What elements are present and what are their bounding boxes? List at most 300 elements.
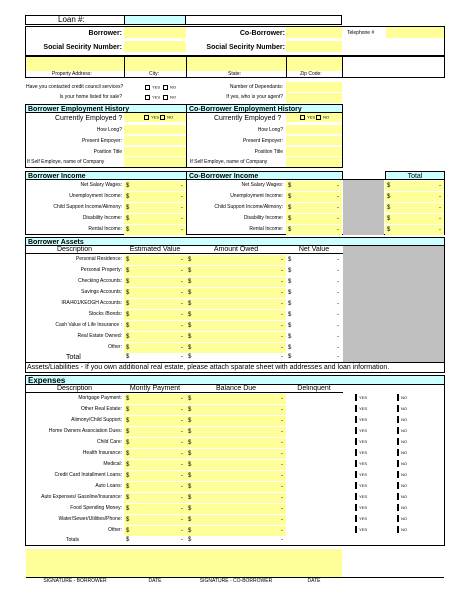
no-label: NO <box>401 428 407 434</box>
checkbox-icon <box>355 394 357 401</box>
checkbox-icon <box>397 482 399 489</box>
dependants-field[interactable] <box>286 82 342 92</box>
c-income-field[interactable] <box>286 181 342 191</box>
checkbox-icon <box>397 416 399 423</box>
expense-balance-field[interactable] <box>186 427 286 437</box>
asset-label: Personal Residence: <box>75 256 122 262</box>
dash-value: - <box>181 345 183 351</box>
dash-value: - <box>281 279 283 285</box>
asset-label: Savings Accounts: <box>81 289 122 295</box>
dash-value: - <box>281 506 283 512</box>
dash-value: - <box>281 396 283 402</box>
b-income-label: Rental Income: <box>88 226 122 232</box>
dollar-sign: $ <box>126 506 130 512</box>
dollar-sign: $ <box>188 345 192 351</box>
delinquent-yes[interactable] <box>355 451 367 455</box>
dash-value: - <box>337 268 339 274</box>
c-self-employed-field[interactable] <box>286 157 342 167</box>
dash-value: - <box>439 227 441 233</box>
income-total-field[interactable] <box>385 181 444 191</box>
expense-label: Mortgage Payment: <box>78 395 122 401</box>
dollar-sign: $ <box>188 517 192 523</box>
expense-label: Health Insurance: <box>82 450 122 456</box>
no-label: NO <box>401 439 407 445</box>
checkbox-icon <box>145 85 150 90</box>
expense-payment-field[interactable] <box>124 416 186 426</box>
co-ssn-field[interactable] <box>286 41 342 52</box>
expense-label: Other: <box>108 527 122 533</box>
dollar-sign: $ <box>288 205 292 211</box>
dash-value: - <box>181 183 183 189</box>
dollar-sign: $ <box>126 418 130 424</box>
dollar-sign: $ <box>188 418 192 424</box>
asset-label: Stocks /Bonds: <box>88 311 122 317</box>
expense-payment-field[interactable] <box>124 493 186 503</box>
c-income-field[interactable] <box>286 225 342 235</box>
asset-owed-field[interactable] <box>186 266 286 276</box>
asset-estimated-field[interactable] <box>124 299 186 309</box>
credit-council-no[interactable]: NO <box>163 85 176 90</box>
yes-label: YES <box>359 505 368 511</box>
dollar-sign: $ <box>188 323 192 329</box>
c-income-label: Disability Income: <box>243 215 283 221</box>
dash-value: - <box>181 495 183 501</box>
asset-label: Cash Value of Life Insurance : <box>55 322 122 328</box>
dollar-sign: $ <box>387 216 391 222</box>
dollar-sign: $ <box>288 279 292 285</box>
delinquent-yes[interactable] <box>355 407 367 411</box>
expenses-header: Expenses <box>25 375 445 385</box>
checkbox-icon <box>144 115 149 120</box>
no-label: NO <box>401 450 407 456</box>
checkbox-icon <box>300 115 305 120</box>
income-total-field[interactable] <box>385 203 444 213</box>
dollar-sign: $ <box>288 345 292 351</box>
dollar-sign: $ <box>126 323 130 329</box>
c-currently-employed-field[interactable]: YES NO <box>286 113 342 122</box>
dollar-sign: $ <box>188 334 192 340</box>
delinquent-yes[interactable] <box>355 484 367 488</box>
no-label: NO <box>401 516 407 522</box>
checkbox-icon <box>355 416 357 423</box>
b-how-long-label: How Long? <box>96 127 122 133</box>
checkbox-icon <box>160 115 165 120</box>
expense-balance-field[interactable] <box>186 493 286 503</box>
dollar-sign: $ <box>126 312 130 318</box>
expenses-col-balance: Balance Due <box>215 385 257 392</box>
dollar-sign: $ <box>126 440 130 446</box>
expense-label: Child Care: <box>96 439 122 445</box>
dash-value: - <box>181 290 183 296</box>
dollar-sign: $ <box>288 227 292 233</box>
b-income-field[interactable] <box>124 203 186 213</box>
asset-net-field <box>286 310 342 320</box>
dash-value: - <box>281 462 283 468</box>
checkbox-icon <box>145 95 150 100</box>
dollar-sign: $ <box>288 257 292 263</box>
dollar-sign: $ <box>188 290 192 296</box>
asset-estimated-field[interactable] <box>124 288 186 298</box>
home-listed-no[interactable]: NO <box>163 95 176 100</box>
checkbox-icon <box>355 504 357 511</box>
ssn-field[interactable] <box>124 41 186 52</box>
dash-value: - <box>281 429 283 435</box>
dollar-sign: $ <box>126 396 130 402</box>
expense-payment-field[interactable] <box>124 427 186 437</box>
dollar-sign: $ <box>188 473 192 479</box>
loan-number-field[interactable] <box>124 15 186 25</box>
asset-net-field <box>286 266 342 276</box>
b-income-field[interactable] <box>124 225 186 235</box>
dollar-sign: $ <box>126 429 130 435</box>
b-self-employed-field[interactable] <box>124 157 186 167</box>
expense-payment-field[interactable] <box>124 394 186 404</box>
delinquent-no[interactable] <box>397 440 407 444</box>
expense-label: Auto Loans: <box>95 483 122 489</box>
signature-date2-label: DATE <box>307 578 321 584</box>
asset-owed-field[interactable] <box>186 277 286 287</box>
checkbox-icon <box>397 427 399 434</box>
yes-label: YES <box>359 516 368 522</box>
asset-owed-field[interactable] <box>186 321 286 331</box>
delinquent-no[interactable] <box>397 495 407 499</box>
yes-label: YES <box>359 417 368 423</box>
income-total-field[interactable] <box>385 225 444 235</box>
dollar-sign: $ <box>188 257 192 263</box>
c-currently-employed-label: Currently Employed ? <box>214 115 282 122</box>
c-income-label: Unemployment Income: <box>230 193 283 199</box>
c-income-field[interactable] <box>286 203 342 213</box>
asset-estimated-field[interactable] <box>124 266 186 276</box>
dollar-sign: $ <box>126 484 130 490</box>
credit-council-question: Have you contacted credit council services? <box>26 84 124 90</box>
dash-value: - <box>337 257 339 263</box>
dash-value: - <box>181 506 183 512</box>
signature-date-label: DATE <box>148 578 162 584</box>
delinquent-yes[interactable] <box>355 440 367 444</box>
delinquent-yes[interactable] <box>355 473 367 477</box>
signature-borrower-label: SIGNATURE - BORROWER <box>43 578 107 584</box>
dash-value: - <box>281 345 283 351</box>
dash-value: - <box>281 517 283 523</box>
expense-balance-field[interactable] <box>186 405 286 415</box>
dollar-sign: $ <box>188 506 192 512</box>
expense-payment-field[interactable] <box>124 438 186 448</box>
expenses-totals-label: Totals <box>66 537 80 543</box>
dollar-sign: $ <box>188 528 192 534</box>
assets-note: Assets/Liabilities - If you own additional real estate, please attach sparate sheet with addresses and loan information. <box>27 364 390 371</box>
checkbox-icon <box>355 471 357 478</box>
dollar-sign: $ <box>387 205 391 211</box>
asset-owed-field[interactable] <box>186 288 286 298</box>
dollar-sign: $ <box>188 429 192 435</box>
delinquent-yes[interactable] <box>355 495 367 499</box>
delinquent-no[interactable] <box>397 462 407 466</box>
dash-value: - <box>337 216 339 222</box>
c-income-field[interactable] <box>286 214 342 224</box>
agent-label: If yes, who is your agent? <box>226 94 283 100</box>
yes-label: YES <box>359 450 368 456</box>
dollar-sign: $ <box>188 301 192 307</box>
expense-balance-field[interactable] <box>186 416 286 426</box>
b-income-field[interactable] <box>124 192 186 202</box>
dollar-sign: $ <box>126 517 130 523</box>
home-listed-yes[interactable]: YES <box>145 95 160 100</box>
checkbox-icon <box>397 394 399 401</box>
expense-label: Water/Sewer/Utilities/Phone: <box>58 516 122 522</box>
dash-value: - <box>281 290 283 296</box>
b-self-employed-label: If Self Employe, name of Company <box>27 159 105 165</box>
dash-value: - <box>181 407 183 413</box>
dollar-sign: $ <box>288 312 292 318</box>
no-label: NO <box>401 395 407 401</box>
dash-value: - <box>181 268 183 274</box>
yes-label: YES <box>359 428 368 434</box>
delinquent-yes[interactable] <box>355 462 367 466</box>
expense-balance-field[interactable] <box>186 515 286 525</box>
expense-balance-field[interactable] <box>186 471 286 481</box>
dash-value: - <box>181 462 183 468</box>
asset-estimated-field[interactable] <box>124 332 186 342</box>
b-currently-employed-field[interactable]: YES NO <box>124 113 186 122</box>
b-income-label: Child Support Income/Alimony: <box>53 204 122 210</box>
dollar-sign: $ <box>126 279 130 285</box>
expense-label: Credit Card Installment Loans: <box>54 472 122 478</box>
dash-value: - <box>281 484 283 490</box>
expense-payment-field[interactable] <box>124 405 186 415</box>
dash-value: - <box>181 451 183 457</box>
no-label: NO <box>401 472 407 478</box>
co-borrower-income-header: Co-Borrower Income <box>186 171 343 180</box>
checkbox-icon <box>355 438 357 445</box>
b-income-field[interactable] <box>124 181 186 191</box>
borrower-name-field[interactable] <box>124 27 186 38</box>
dash-value: - <box>181 440 183 446</box>
delinquent-yes[interactable] <box>355 418 367 422</box>
no-label: NO <box>401 527 407 533</box>
delinquent-no[interactable] <box>397 396 407 400</box>
delinquent-no[interactable] <box>397 484 407 488</box>
asset-label: Real Estate Owned: <box>77 333 122 339</box>
delinquent-yes[interactable] <box>355 517 367 521</box>
dash-value: - <box>439 183 441 189</box>
assets-total-net: $ - <box>288 354 339 360</box>
asset-estimated-field[interactable] <box>124 310 186 320</box>
expense-payment-field[interactable] <box>124 504 186 514</box>
dash-value: - <box>281 301 283 307</box>
dash-value: - <box>181 194 183 200</box>
expense-balance-field[interactable] <box>186 438 286 448</box>
dash-value: - <box>181 484 183 490</box>
signature-area[interactable] <box>26 549 342 577</box>
b-how-long-field[interactable] <box>124 125 186 134</box>
dash-value: - <box>181 257 183 263</box>
address-field[interactable] <box>26 57 342 71</box>
credit-council-yes[interactable]: YES <box>145 85 160 90</box>
dollar-sign: $ <box>126 473 130 479</box>
expense-balance-field[interactable] <box>186 449 286 459</box>
delinquent-no[interactable] <box>397 407 407 411</box>
yes-label: YES <box>359 439 368 445</box>
expense-balance-field[interactable] <box>186 504 286 514</box>
dash-value: - <box>281 334 283 340</box>
dash-value: - <box>181 301 183 307</box>
co-borrower-label: Co-Borrower: <box>239 30 285 37</box>
c-income-label: Child Support Income/Alimony: <box>214 204 283 210</box>
assets-col-estimated: Estimated Value <box>129 246 181 253</box>
dash-value: - <box>181 279 183 285</box>
delinquent-yes[interactable] <box>355 429 367 433</box>
dash-value: - <box>281 407 283 413</box>
asset-net-field <box>286 332 342 342</box>
c-employer-field[interactable] <box>286 136 342 145</box>
checkbox-icon <box>397 504 399 511</box>
expense-payment-field[interactable] <box>124 449 186 459</box>
city-label: City: <box>149 71 159 77</box>
checkbox-icon <box>397 526 399 533</box>
asset-net-field <box>286 299 342 309</box>
dollar-sign: $ <box>288 216 292 222</box>
assets-header: Borrower Assets <box>25 237 445 246</box>
dash-value: - <box>337 301 339 307</box>
expense-label: Food Spending Money: <box>70 505 122 511</box>
dollar-sign: $ <box>288 301 292 307</box>
dash-value: - <box>281 473 283 479</box>
checkbox-icon <box>355 482 357 489</box>
asset-owed-field[interactable] <box>186 299 286 309</box>
dollar-sign: $ <box>126 205 130 211</box>
income-total-field[interactable] <box>385 192 444 202</box>
asset-label: Other: <box>108 344 122 350</box>
dollar-sign: $ <box>288 194 292 200</box>
expense-balance-field[interactable] <box>186 394 286 404</box>
dash-value: - <box>181 429 183 435</box>
b-income-field[interactable] <box>124 214 186 224</box>
checkbox-icon <box>355 493 357 500</box>
yes-label: YES <box>359 483 368 489</box>
c-employer-label: Present Empoyer: <box>242 138 283 144</box>
dollar-sign: $ <box>126 528 130 534</box>
dash-value: - <box>439 205 441 211</box>
checkbox-icon <box>355 427 357 434</box>
dollar-sign: $ <box>126 183 130 189</box>
co-borrower-name-field[interactable] <box>286 27 342 38</box>
dollar-sign: $ <box>126 227 130 233</box>
income-total-field[interactable] <box>385 214 444 224</box>
dash-value: - <box>337 323 339 329</box>
dash-value: - <box>181 517 183 523</box>
delinquent-no[interactable] <box>397 451 407 455</box>
delinquent-yes[interactable] <box>355 506 367 510</box>
state-label: State: <box>228 71 242 77</box>
asset-owed-field[interactable] <box>186 255 286 265</box>
expense-payment-field[interactable] <box>124 471 186 481</box>
assets-col-net: Net Value <box>298 246 330 253</box>
dash-value: - <box>337 334 339 340</box>
dollar-sign: $ <box>288 290 292 296</box>
b-employer-label: Present Empoyer: <box>81 138 122 144</box>
checkbox-icon <box>397 438 399 445</box>
expense-payment-field[interactable] <box>124 515 186 525</box>
checkbox-icon <box>397 515 399 522</box>
dash-value: - <box>181 334 183 340</box>
asset-owed-field[interactable] <box>186 310 286 320</box>
dash-value: - <box>337 194 339 200</box>
asset-estimated-field[interactable] <box>124 321 186 331</box>
delinquent-yes[interactable] <box>355 396 367 400</box>
b-employer-field[interactable] <box>124 136 186 145</box>
dollar-sign: $ <box>126 407 130 413</box>
dash-value: - <box>181 312 183 318</box>
dash-value: - <box>181 205 183 211</box>
dollar-sign: $ <box>288 268 292 274</box>
yes-label: YES <box>359 527 368 533</box>
expenses-total-payment: $ - <box>126 537 183 543</box>
dash-value: - <box>281 451 283 457</box>
asset-estimated-field[interactable] <box>124 277 186 287</box>
agent-field[interactable] <box>286 93 342 103</box>
expense-balance-field[interactable] <box>186 460 286 470</box>
dollar-sign: $ <box>126 290 130 296</box>
dash-value: - <box>281 418 283 424</box>
borrower-employment-header: Borrower Employment History <box>25 104 187 113</box>
dash-value: - <box>281 495 283 501</box>
dollar-sign: $ <box>126 345 130 351</box>
asset-owed-field[interactable] <box>186 332 286 342</box>
delinquent-no[interactable] <box>397 429 407 433</box>
dash-value: - <box>281 257 283 263</box>
c-income-field[interactable] <box>286 192 342 202</box>
co-ssn-label: Social Secirity Number: <box>206 44 285 51</box>
telephone-field[interactable] <box>386 27 444 38</box>
assets-col-owed: Amount Owed <box>213 246 259 253</box>
delinquent-no[interactable] <box>397 473 407 477</box>
dollar-sign: $ <box>188 451 192 457</box>
asset-label: IRA/401/KEOGH Accounts: <box>61 300 122 306</box>
delinquent-yes[interactable] <box>355 528 367 532</box>
delinquent-no[interactable] <box>397 506 407 510</box>
dependants-label: Number of Dependants: <box>229 84 283 90</box>
dollar-sign: $ <box>126 216 130 222</box>
b-position-field[interactable] <box>124 147 186 156</box>
expense-payment-field[interactable] <box>124 460 186 470</box>
dash-value: - <box>337 279 339 285</box>
checkbox-icon <box>355 405 357 412</box>
b-income-label: Unemployment Income: <box>69 193 122 199</box>
expense-balance-field[interactable] <box>186 482 286 492</box>
no-label: NO <box>401 461 407 467</box>
c-how-long-field[interactable] <box>286 125 342 134</box>
expense-payment-field[interactable] <box>124 482 186 492</box>
yes-label: YES <box>359 494 368 500</box>
c-position-label: Position Title <box>254 149 283 155</box>
assets-total-owed: $ - <box>188 354 283 360</box>
income-total-header: Total <box>385 171 445 180</box>
checkbox-icon <box>355 449 357 456</box>
delinquent-no[interactable] <box>397 418 407 422</box>
asset-estimated-field[interactable] <box>124 255 186 265</box>
dash-value: - <box>337 183 339 189</box>
expenses-total-balance: $ - <box>188 537 283 543</box>
dollar-sign: $ <box>288 183 292 189</box>
dash-value: - <box>181 418 183 424</box>
c-position-field[interactable] <box>286 147 342 156</box>
delinquent-no[interactable] <box>397 528 407 532</box>
dollar-sign: $ <box>126 495 130 501</box>
delinquent-no[interactable] <box>397 517 407 521</box>
checkbox-icon <box>163 95 168 100</box>
dash-value: - <box>181 227 183 233</box>
